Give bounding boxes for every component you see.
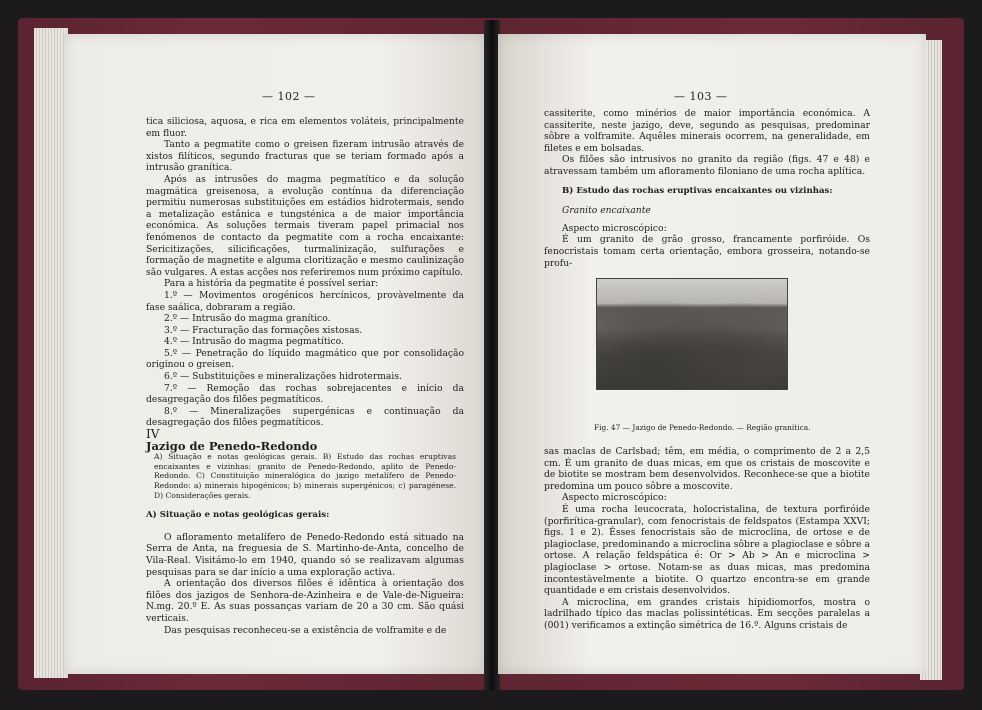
paragraph: A microclina, em grandes cristais hipidiomorfos, mostra o ladrilhado típico das maclas polissintéticas. Em secções paralelas a (001) verificamos a extinção simétrica de 16.º. Alguns cristais de	[544, 596, 870, 631]
list-item: 8.º — Mineralizações supergénicas e continuação da desagregação dos filões pegmatíticos.	[146, 405, 464, 429]
section-heading: A) Situação e notas geológicas gerais:	[146, 510, 330, 521]
paragraph: É um granito de grão grosso, francamente porfiróide. Os fenocristais tomam certa orientação, embora grosseira, notando-se profu-	[544, 234, 870, 269]
list-item: 7.º — Remoção das rochas sobrejacentes e início da desagregação dos filões pegmatíticos.	[146, 382, 464, 406]
macro-label: Aspecto microscópico:	[562, 222, 667, 234]
right-page	[498, 34, 926, 674]
chapter-summary: A) Situação e notas geológicas gerais. B) Estudo das rochas eruptivas encaixantes e vizinhas: granito de Penedo-Redondo, aplito de Penedo-Redondo. C) Constituição mineralógica do jazigo metalífero de Penedo-Redondo: a) minerais hipogénicos; b) minerais supergénicos; c) paragénese. D) Considerações gerais.	[154, 452, 456, 500]
paragraph: Os filões são intrusivos no granito da região (figs. 47 e 48) e atravessam também um afloramento filoniano de uma rocha aplítica.	[544, 154, 870, 177]
macro-label: Aspecto microscópico:	[562, 492, 667, 504]
section-heading: B) Estudo das rochas eruptivas encaixantes ou vizinhas:	[562, 185, 833, 196]
list-item: 6.º — Substituições e mineralizações hidrotermais.	[164, 371, 402, 383]
paragraph: sas maclas de Carlsbad; têm, em média, o comprimento de 2 a 2,5 cm. É um granito de duas micas, em que os cristais de moscovite e de biotite se mostram bem desenvolvidos. Reconhece-se que a biotite predomina um pouco sôbre a moscovite.	[544, 446, 870, 492]
list-item: 1.º — Movimentos orogénicos hercínicos, provàvelmente da fase saálica, dobraram a região.	[146, 289, 464, 313]
paragraph: A orientação dos diversos filões é idêntica à orientação dos filões dos jazigos de Senhora-de-Azinheira e de Vale-de-Nigueira: N.mg. 20.º E. As suas possanças variam de 20 a 30 cm. São quási verticais.	[146, 578, 464, 624]
page-number-right: — 103 —	[674, 90, 728, 103]
chapter-numeral: IV	[146, 427, 160, 442]
page-number-left: — 102 —	[262, 90, 316, 103]
paragraph: tica siliciosa, aquosa, e rica em elementos voláteis, principalmente em fluor.	[146, 116, 464, 139]
paragraph: Tanto a pegmatite como o greisen fizeram intrusão através de xistos filíticos, segundo fracturas que se teriam formado após a intrusão granítica.	[146, 139, 464, 174]
chapter-title: Jazigo de Penedo-Redondo	[146, 438, 318, 453]
left-page-edges	[34, 28, 68, 678]
right-page-bottom-text	[544, 446, 870, 632]
list-item: 4.º — Intrusão do magma pegmatítico.	[164, 336, 344, 348]
list-item: 3.º — Fracturação das formações xistosas.	[164, 324, 363, 336]
right-page-top-text	[544, 108, 870, 269]
paragraph: É uma rocha leucocrata, holocristalina, de textura porfiróide (porfirítica-granular), com fenocristais de feldspatos (Estampa XXVI; figs. 1 e 2). Êsses fenocristais são de microclina, de ortose e de plagioclase, predominando a microclina sôbre a plagioclase e sôbre a ortose. A relação feldspática é: Or > Ab > An e microclina > plagioclase > ortose. Notam-se as duas micas, mas predomina incontestàvelmente a biotite. O quartzo encontra-se em grande quantidade e em cristais desenvolvidos.	[544, 503, 870, 597]
granite-region-photo	[596, 278, 788, 390]
paragraph: cassiterite, como minérios de maior importância económica. A cassiterite, neste jazigo, deve, segundo as pesquisas, predominar sôbre a volframite. Aquêles minerais ocorrem, na generalidade, em filetes e em bolsadas.	[544, 108, 870, 154]
paragraph: O afloramento metalífero de Penedo-Redondo está situado na Serra de Anta, na freguesia de S. Martinho-de-Anta, concelho de Vila-Real. Visitámo-lo em 1940, quando só se realizavam algumas pesquisas para se dar início a uma exploração activa.	[146, 531, 464, 578]
figure-caption: Fig. 47 — Jazigo de Penedo-Redondo. — Região granítica.	[594, 423, 811, 432]
list-item: 2.º — Intrusão do magma granítico.	[164, 313, 331, 325]
paragraph: Após as intrusões do magma pegmatítico e da solução magmática greisenosa, a evolução contínua da diferenciação permitiu numerosas substituições em estádios hidrotermais, sendo a metalização estânica e tungsténica a de maior importância económica. As soluções termais tiveram papel primacial nos fenómenos de contacto da pegmatite com a rocha encaixante: Sericitizações, silicificações, turmalinização, sulfurações e formação de magnetite e alguma cloritização e mesmo caulinização são vulgares. A estas acções nos referiremos num próximo capítulo.	[146, 173, 464, 278]
subsection-title: Granito encaixante	[562, 205, 651, 217]
paragraph: Das pesquisas reconheceu-se a existência de volframite e de	[164, 624, 447, 636]
paragraph: Para a história da pegmatite é possível seriar:	[164, 278, 379, 290]
left-page-text	[146, 116, 464, 636]
list-item: 5.º — Penetração do líquido magmático que por consolidação originou o greisen.	[146, 347, 464, 371]
left-page	[64, 34, 486, 674]
